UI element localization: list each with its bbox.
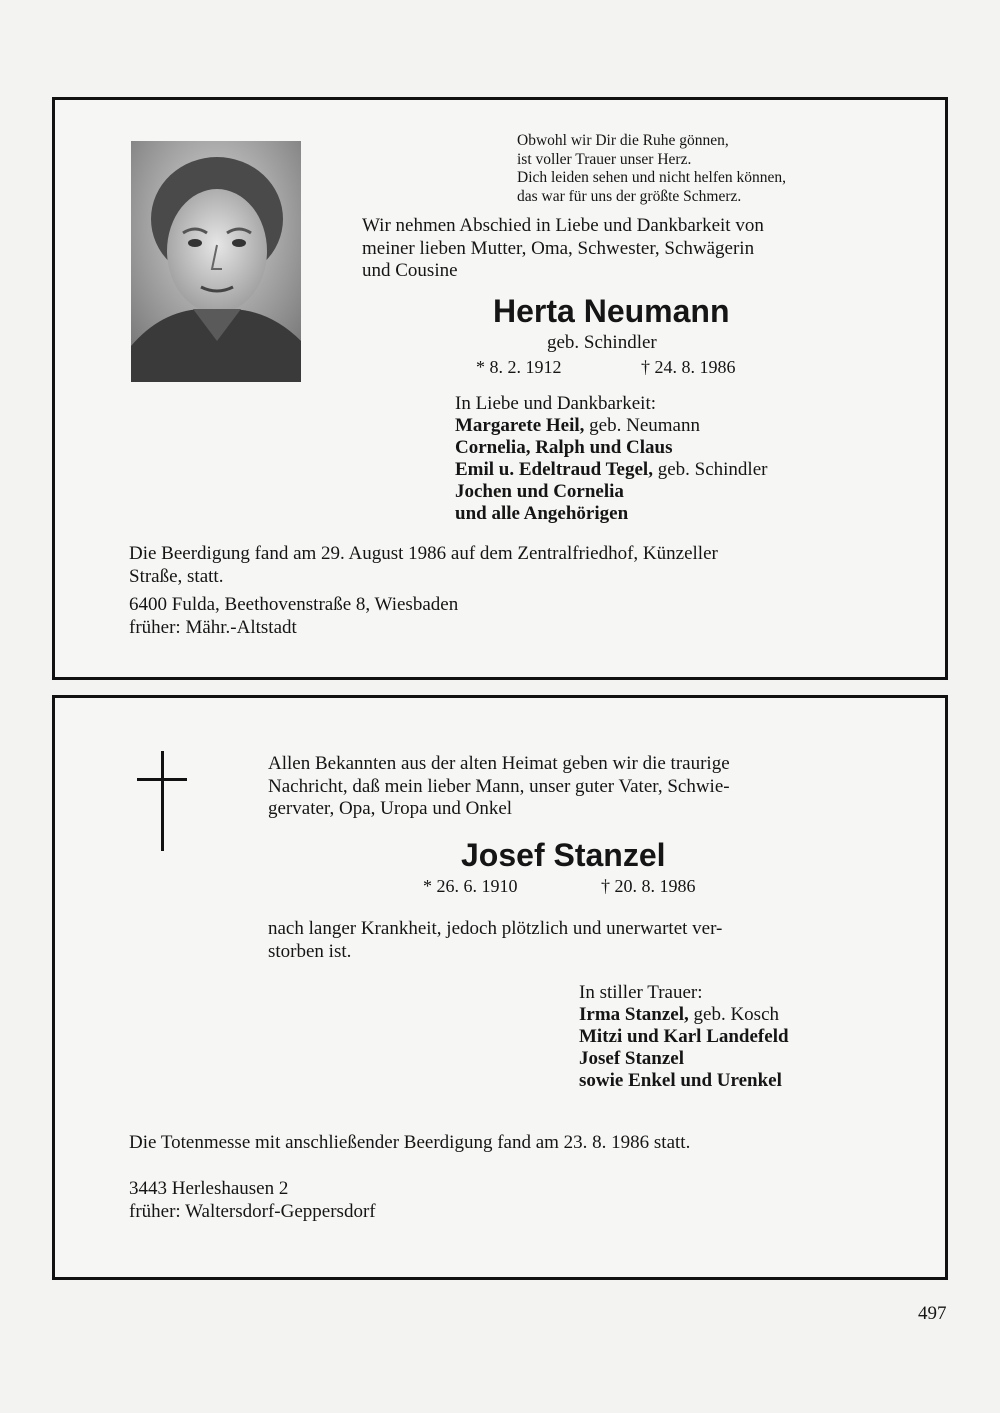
mourners-heading: In Liebe und Dankbarkeit: <box>455 393 657 414</box>
mourner-entry: Josef Stanzel <box>579 1048 685 1069</box>
obituary-josef-stanzel <box>52 695 948 1280</box>
announcement-text <box>268 753 730 821</box>
mourners-list <box>455 393 767 525</box>
farewell-line: und Cousine <box>362 260 458 281</box>
circumstance-line: nach langer Krankheit, jedoch plötzlich und unerwartet ver- <box>268 918 723 939</box>
poem-line: Obwohl wir Dir die Ruhe gönnen, <box>517 132 729 149</box>
maiden-name: geb. Schindler <box>547 332 657 353</box>
mourner-entry: Margarete Heil, geb. Neumann <box>455 415 700 436</box>
mourner-entry: und alle Angehörigen <box>455 503 629 524</box>
death-circumstances <box>268 918 722 963</box>
death-date: † 24. 8. 1986 <box>641 357 736 377</box>
mourner-entry: Jochen und Cornelia <box>455 481 624 502</box>
page-number: 497 <box>918 1303 947 1324</box>
mourner-entry: sowie Enkel und Urenkel <box>579 1070 782 1091</box>
funeral-info <box>129 542 718 588</box>
portrait-image <box>131 141 301 382</box>
birth-date: * 8. 2. 1912 <box>476 357 562 377</box>
farewell-line: Wir nehmen Abschied in Liebe und Dankbarkeit von <box>362 215 764 236</box>
life-dates <box>423 875 696 897</box>
mourner-entry: Cornelia, Ralph und Claus <box>455 437 673 458</box>
circumstance-line: storben ist. <box>268 940 352 962</box>
family-address <box>129 593 458 639</box>
address-line: 6400 Fulda, Beethovenstraße 8, Wiesbaden <box>129 594 459 615</box>
funeral-info: Die Totenmesse mit anschließender Beerdigung fand am 23. 8. 1986 statt. <box>129 1132 691 1153</box>
deceased-name: Herta Neumann <box>493 293 730 329</box>
announcement-line: gervater, Opa, Uropa und Onkel <box>268 798 513 819</box>
death-date: † 20. 8. 1986 <box>601 876 696 896</box>
cross-icon <box>137 751 187 851</box>
mourner-entry: Mitzi und Karl Landefeld <box>579 1026 789 1047</box>
obituary-herta-neumann <box>52 97 948 680</box>
memorial-poem <box>517 132 786 206</box>
deceased-name: Josef Stanzel <box>461 837 666 873</box>
family-address <box>129 1177 376 1223</box>
mourners-heading: In stiller Trauer: <box>579 982 703 1003</box>
announcement-line: Nachricht, daß mein lieber Mann, unser guter Vater, Schwie- <box>268 775 730 797</box>
announcement-line: Allen Bekannten aus der alten Heimat geben wir die traurige <box>268 753 730 774</box>
mourner-entry: Irma Stanzel, geb. Kosch <box>579 1004 779 1025</box>
portrait-photo <box>131 141 301 382</box>
funeral-line: Straße, statt. <box>129 566 224 587</box>
farewell-line: meiner lieben Mutter, Oma, Schwester, Schwägerin <box>362 237 755 259</box>
address-line: früher: Mähr.-Altstadt <box>129 617 297 638</box>
farewell-text <box>362 215 764 283</box>
poem-line: Dich leiden sehen und nicht helfen können, <box>517 169 787 186</box>
birth-date: * 26. 6. 1910 <box>423 876 518 896</box>
mourners-list <box>579 982 789 1092</box>
address-line: 3443 Herleshausen 2 <box>129 1178 289 1199</box>
life-dates <box>476 356 736 378</box>
poem-line: das war für uns der größte Schmerz. <box>517 187 742 205</box>
mourner-entry: Emil u. Edeltraud Tegel, geb. Schindler <box>455 459 768 480</box>
address-line: früher: Waltersdorf-Geppersdorf <box>129 1201 376 1222</box>
funeral-line: Die Beerdigung fand am 29. August 1986 auf dem Zentralfriedhof, Künzeller <box>129 543 718 564</box>
poem-line: ist voller Trauer unser Herz. <box>517 150 692 168</box>
